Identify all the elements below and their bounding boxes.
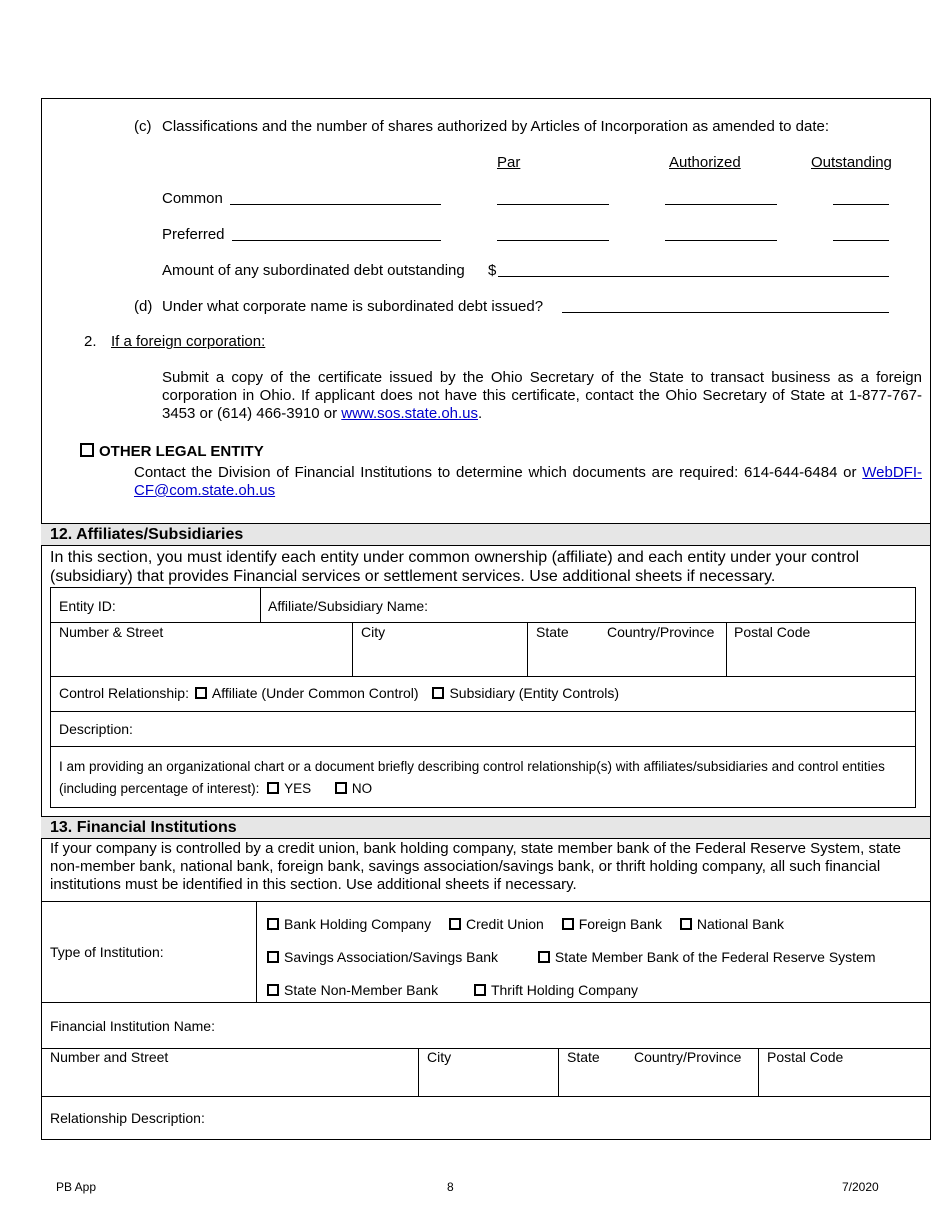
foreign-bank-label: Foreign Bank [578, 916, 662, 932]
bank-holding-company-label: Bank Holding Company [284, 916, 432, 932]
fi-city-field[interactable]: City [427, 1049, 452, 1065]
affiliate-name-field[interactable]: Affiliate/Subsidiary Name: [268, 598, 429, 614]
preferred-name-field[interactable] [232, 240, 441, 241]
col-par: Par [497, 154, 521, 171]
state-member-bank-checkbox[interactable] [538, 951, 550, 963]
affiliate-city-field[interactable]: City [361, 624, 386, 640]
foreign-bank-checkbox[interactable] [562, 918, 574, 930]
fi-street-field[interactable]: Number and Street [50, 1049, 169, 1065]
common-par-field[interactable] [497, 204, 609, 205]
state-non-member-bank-checkbox[interactable] [267, 984, 279, 996]
org-chart-text: I am providing an organizational chart or a document briefly describing control relationship(s) with affiliates/subsidiaries and control entities (including percentage of interest): [59, 759, 885, 796]
item-2-number: 2. [84, 333, 97, 350]
affiliate-table-rule [50, 711, 915, 712]
savings-association-label: Savings Association/Savings Bank [284, 949, 499, 965]
affiliate-table-divider [260, 587, 261, 622]
col-authorized: Authorized [669, 154, 741, 171]
other-legal-entity-title: OTHER LEGAL ENTITY [99, 443, 264, 460]
section-13-intro: If your company is controlled by a credit union, bank holding company, state member bank of the Federal Reserve System, state non-member bank, national bank, foreign bank, savings association/savings bank, or thrift holding company, all such financial institutions must be identified in this section. Use additional sheets if necessary. [50, 840, 901, 893]
other-entity-text: Contact the Division of Financial Institutions to determine which documents are required: 614-644-6484 or [134, 464, 857, 481]
foreign-corp-paragraph [162, 369, 922, 423]
bank-holding-company-checkbox[interactable] [267, 918, 279, 930]
subdebt-amount-field[interactable] [498, 276, 889, 277]
affiliate-table-rule [50, 622, 915, 623]
affiliate-table-rule [50, 676, 915, 677]
state-non-member-bank-label: State Non-Member Bank [284, 982, 439, 998]
type-of-institution-label: Type of Institution: [50, 944, 164, 960]
org-chart-no-checkbox[interactable] [335, 782, 347, 794]
subdebt-corporate-name-field[interactable] [562, 312, 889, 313]
footer-date: 7/2020 [842, 1180, 879, 1194]
fi-table-rule [41, 1002, 930, 1003]
sos-link[interactable]: www.sos.state.oh.us [341, 405, 479, 422]
institution-type-row-1 [267, 916, 784, 932]
fi-relationship-field[interactable]: Relationship Description: [50, 1110, 205, 1126]
org-chart-yes-checkbox[interactable] [267, 782, 279, 794]
affiliate-description-field[interactable]: Description: [59, 721, 133, 737]
thrift-holding-company-checkbox[interactable] [474, 984, 486, 996]
subdebt-amount-label: Amount of any subordinated debt outstanding [162, 262, 465, 279]
section-d-text: Under what corporate name is subordinated debt issued? [162, 298, 544, 315]
institution-type-row-3 [267, 982, 638, 998]
other-legal-entity-heading [80, 443, 264, 460]
fi-table-divider [558, 1048, 559, 1096]
control-relationship-row [59, 685, 619, 701]
entity-id-field[interactable]: Entity ID: [59, 598, 116, 614]
affiliate-street-field[interactable]: Number & Street [59, 624, 164, 640]
subsidiary-option-label: Subsidiary (Entity Controls) [449, 685, 620, 701]
affiliate-country-field[interactable]: Country/Province [607, 624, 715, 640]
footer-left: PB App [56, 1180, 97, 1194]
other-entity-paragraph [134, 464, 922, 500]
org-chart-no-label: NO [351, 781, 373, 796]
national-bank-checkbox[interactable] [680, 918, 692, 930]
section-c-label: (c) [134, 118, 152, 135]
fi-postal-field[interactable]: Postal Code [767, 1049, 844, 1065]
preferred-par-field[interactable] [497, 240, 609, 241]
credit-union-label: Credit Union [465, 916, 544, 932]
section-13-title: 13. Financial Institutions [50, 819, 237, 836]
affiliate-table-divider [352, 622, 353, 676]
affiliate-state-field[interactable]: State [536, 624, 569, 640]
preferred-authorized-field[interactable] [665, 240, 777, 241]
fi-state-field[interactable]: State [567, 1049, 600, 1065]
credit-union-checkbox[interactable] [449, 918, 461, 930]
affiliate-checkbox[interactable] [195, 687, 207, 699]
state-member-bank-label: State Member Bank of the Federal Reserve System [554, 949, 876, 965]
fi-table-divider [758, 1048, 759, 1096]
row-preferred-label: Preferred [162, 226, 225, 243]
fi-table-divider [256, 901, 257, 1002]
foreign-corp-period: . [478, 405, 483, 422]
subsidiary-checkbox[interactable] [432, 687, 444, 699]
section-12-title: 12. Affiliates/Subsidiaries [50, 526, 244, 543]
preferred-outstanding-field[interactable] [833, 240, 889, 241]
foreign-corp-title: If a foreign corporation: [111, 333, 266, 350]
affiliate-table-divider [726, 622, 727, 676]
section-c-text: Classifications and the number of shares authorized by Articles of Incorporation as amended to date: [162, 118, 830, 135]
dfi-email-link[interactable]: WebDFI-CF@com.state.oh.us [134, 464, 922, 499]
other-legal-entity-checkbox[interactable] [80, 443, 94, 457]
common-outstanding-field[interactable] [833, 204, 889, 205]
org-chart-row [59, 756, 899, 800]
common-name-field[interactable] [230, 204, 441, 205]
affiliate-table-rule [50, 746, 915, 747]
institution-type-row-2 [267, 949, 876, 965]
page-number: 8 [447, 1180, 454, 1194]
affiliate-option-label: Affiliate (Under Common Control) [211, 685, 419, 701]
savings-association-checkbox[interactable] [267, 951, 279, 963]
col-outstanding: Outstanding [811, 154, 892, 171]
control-relationship-label: Control Relationship: [59, 685, 189, 701]
foreign-corp-text: Submit a copy of the certificate issued by the Ohio Secretary of the State to transact business as a foreign corporation in Ohio. If applicant does not have this certificate, contact the Ohio Secretary of State at 1-877-767-3453 or (614) 466-3910 or [162, 369, 922, 422]
fi-name-field[interactable]: Financial Institution Name: [50, 1018, 215, 1034]
section-12-header [41, 523, 930, 546]
fi-table-divider [418, 1048, 419, 1096]
org-chart-yes-label: YES [284, 781, 312, 796]
thrift-holding-company-label: Thrift Holding Company [490, 982, 639, 998]
row-common-label: Common [162, 190, 223, 207]
dollar-sign: $ [488, 262, 497, 279]
affiliate-postal-field[interactable]: Postal Code [734, 624, 811, 640]
fi-country-field[interactable]: Country/Province [634, 1049, 742, 1065]
fi-table-rule [41, 901, 930, 902]
section-13-header [41, 816, 930, 839]
fi-table-rule [41, 1096, 930, 1097]
section-d-label: (d) [134, 298, 153, 315]
common-authorized-field[interactable] [665, 204, 777, 205]
national-bank-label: National Bank [696, 916, 785, 932]
section-12-intro: In this section, you must identify each entity under common ownership (affiliate) and each entity under your control (subsidiary) that provides Financial services or settlement services. Use additional sheets if necessary. [50, 549, 860, 585]
affiliate-table-divider [527, 622, 528, 676]
